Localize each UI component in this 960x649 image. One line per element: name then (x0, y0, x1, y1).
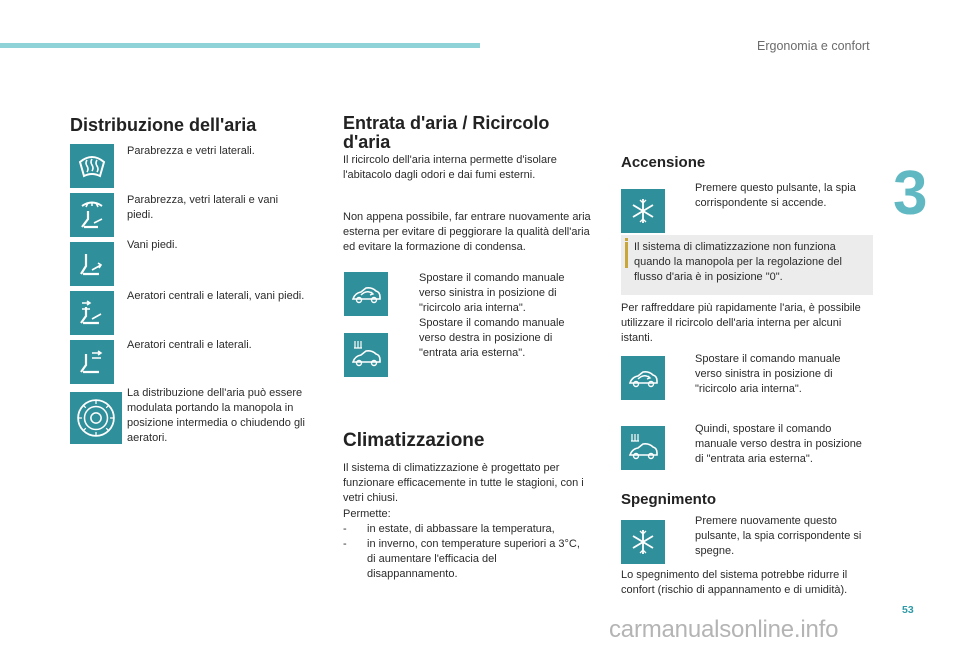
ricircolo-paragraph-2: Non appena possibile, far entrare nuovamente aria esterna per evitare di peggiorare la qualità dell'aria ed evitare la formazione di condensa. (343, 211, 591, 253)
distribuzione-item-2: Parabrezza, vetri laterali e vani piedi. (127, 194, 279, 221)
climatizzazione-list (343, 522, 588, 582)
climatizzazione-paragraph-1: Il sistema di climatizzazione è progettato per funzionare efficacemente in tutte le stagioni, con i vetri chiusi. (343, 462, 584, 504)
distribuzione-note: La distribuzione dell'aria può essere modulata portando la manopola in posizione intermedia o chiudendo gli aeratori. (127, 387, 305, 444)
airflow-dial-icon (70, 392, 122, 444)
top-accent-bar (0, 43, 480, 48)
accensione-bullet-1: Premere questo pulsante, la spia corrispondente si accende. (695, 182, 856, 209)
chapter-number: 3 (893, 159, 928, 228)
accensione-bullet-3: Quindi, spostare il comando manuale verso destra in posizione di "entrata aria esterna". (695, 423, 862, 465)
ricircolo-title-line2: d'aria (343, 132, 391, 152)
distribuzione-title: Distribuzione dell'aria (70, 115, 257, 135)
watermark: carmanualsonline.info (609, 616, 839, 643)
central-side-feet-vent-icon (70, 291, 114, 335)
accensione-title: Accensione (621, 154, 706, 171)
windscreen-defrost-icon (70, 144, 114, 188)
recirculation-icon (344, 272, 388, 316)
climatizzazione-list-item: - in estate, di abbassare la temperatura, (343, 523, 555, 535)
distribuzione-item-3: Vani piedi. (127, 239, 178, 251)
feet-vent-icon (70, 242, 114, 286)
distribuzione-item-4: Aeratori centrali e laterali, vani piedi. (127, 290, 305, 302)
header-title: Ergonomia e confort (757, 39, 870, 53)
info-note-text: Il sistema di climatizzazione non funziona quando la manopola per la regolazione del flusso d'aria è in posizione "0". (634, 241, 842, 283)
distribuzione-item-1: Parabrezza e vetri laterali. (127, 145, 255, 157)
climatizzazione-paragraph-2: Permette: (343, 508, 391, 520)
spegnimento-bullet-1: Premere nuovamente questo pulsante, la spia corrispondente si spegne. (695, 515, 862, 557)
ricircolo-bullet-2: Spostare il comando manuale verso destra in posizione di "entrata aria esterna". (419, 317, 565, 359)
ac-snowflake-icon (621, 189, 665, 233)
accensione-bullet-2: Spostare il comando manuale verso sinistra in posizione di "ricircolo aria interna". (695, 353, 841, 395)
spegnimento-paragraph-1: Lo spegnimento del sistema potrebbe ridurre il confort (rischio di appannamento e di umidità). (621, 569, 848, 596)
accensione-paragraph-1: Per raffreddare più rapidamente l'aria, è possibile utilizzare il ricircolo dell'aria interna per alcuni istanti. (621, 302, 861, 344)
outside-air-icon (621, 426, 665, 470)
distribuzione-item-5: Aeratori centrali e laterali. (127, 339, 252, 351)
climatizzazione-list-item: - in inverno, con temperature superiori a 3°C, di aumentare l'efficacia del disappannamento. (343, 538, 580, 580)
info-icon (625, 238, 628, 241)
ricircolo-bullet-1: Spostare il comando manuale verso sinistra in posizione di "ricircolo aria interna". (419, 272, 565, 314)
info-note-box (621, 235, 873, 295)
climatizzazione-title: Climatizzazione (343, 430, 485, 451)
ricircolo-paragraph-1: Il ricircolo dell'aria interna permette d'isolare l'abitacolo dagli odori e dai fumi esterni. (343, 154, 557, 181)
ac-snowflake-icon (621, 520, 665, 564)
windscreen-feet-icon (70, 193, 114, 237)
page-number: 53 (902, 604, 914, 616)
recirculation-icon (621, 356, 665, 400)
spegnimento-title: Spegnimento (621, 491, 717, 508)
ricircolo-title-line1: Entrata d'aria / Ricircolo (343, 113, 550, 133)
central-side-vent-icon (70, 340, 114, 384)
outside-air-icon (344, 333, 388, 377)
